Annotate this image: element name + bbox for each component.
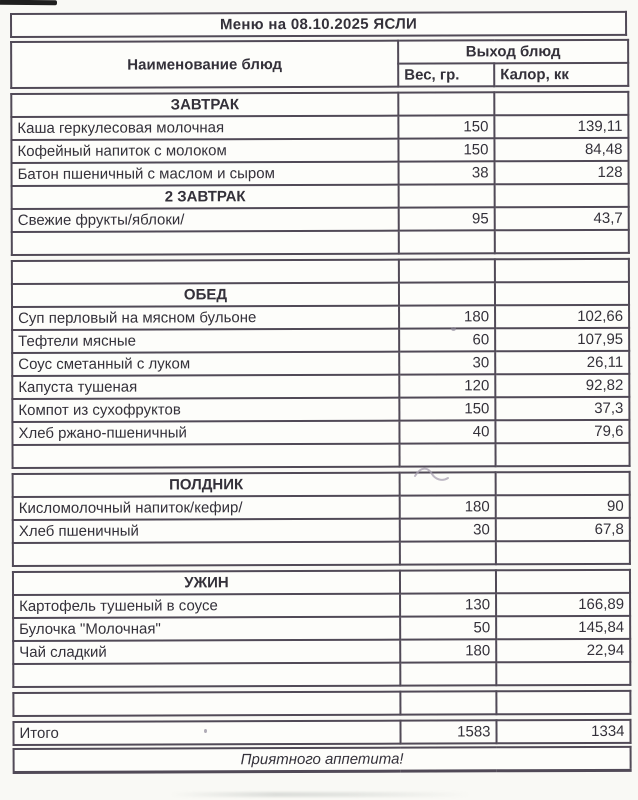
title-block xyxy=(10,11,627,38)
weight-cell xyxy=(400,472,496,495)
column-header-calories: Калор, кк xyxy=(494,63,628,86)
dish-weight: 30 xyxy=(400,518,496,541)
dish-name: Булочка "Молочная" xyxy=(13,617,400,641)
calories-cell xyxy=(494,92,628,115)
dish-weight: 38 xyxy=(399,161,495,184)
empty-row xyxy=(12,259,629,284)
section-title: ПОЛДНИК xyxy=(13,473,400,497)
section-title: ОБЕД xyxy=(12,283,399,307)
scan-artifact-corner-streak xyxy=(0,0,57,5)
menu-item-row xyxy=(13,518,630,543)
empty-row xyxy=(12,230,629,255)
menu-item-row xyxy=(12,420,629,445)
menu-block xyxy=(12,719,631,746)
empty-cell xyxy=(495,230,629,253)
dish-name: Суп перловый на мясном бульоне xyxy=(12,306,399,330)
dish-calories: 90 xyxy=(496,495,630,518)
dish-calories: 26,11 xyxy=(495,351,629,374)
empty-cell xyxy=(400,443,496,466)
empty-cell xyxy=(13,444,400,468)
empty-cell xyxy=(12,231,399,255)
empty-row xyxy=(13,691,630,716)
dish-weight: 150 xyxy=(398,115,494,138)
dish-weight: 180 xyxy=(400,639,496,662)
dish-weight: 50 xyxy=(400,616,496,639)
empty-cell xyxy=(496,662,630,685)
dish-weight: 180 xyxy=(400,495,496,518)
total-row xyxy=(13,720,630,745)
dish-name: Батон пшеничный с маслом и сыром xyxy=(12,162,399,186)
dish-calories: 107,95 xyxy=(495,328,629,351)
menu-block xyxy=(12,471,631,567)
menu-item-row xyxy=(12,161,629,186)
calories-cell xyxy=(496,472,630,495)
empty-cell xyxy=(400,662,496,685)
section-title: ЗАВТРАК xyxy=(11,93,398,117)
empty-cell xyxy=(12,260,399,284)
dish-name: Свежие фрукты/яблоки/ xyxy=(12,208,399,232)
empty-cell xyxy=(496,541,630,564)
menu-item-row xyxy=(11,138,628,163)
column-header-output: Выход блюд xyxy=(398,40,628,64)
menu-item-row xyxy=(12,305,629,330)
dish-name: Кисломолочный напиток/кефир/ xyxy=(13,496,400,520)
weight-cell xyxy=(398,92,494,115)
empty-row xyxy=(13,541,630,566)
dish-weight: 130 xyxy=(400,593,496,616)
weight-cell xyxy=(400,570,496,593)
empty-cell xyxy=(13,663,400,687)
total-weight: 1583 xyxy=(400,720,496,743)
dish-calories: 84,48 xyxy=(494,138,628,161)
dish-calories: 79,6 xyxy=(495,420,629,443)
menu-block xyxy=(12,569,631,688)
dish-name: Тефтели мясные xyxy=(12,329,399,353)
scan-artifact-smudge xyxy=(170,792,470,797)
calories-cell xyxy=(495,184,629,207)
menu-document xyxy=(10,11,630,774)
menu-item-row xyxy=(12,328,629,353)
footer-text: Приятного аппетита! xyxy=(14,747,631,773)
menu-block xyxy=(11,258,631,469)
dish-name: Кофейный напиток с молоком xyxy=(11,139,398,163)
menu-body xyxy=(10,91,629,774)
empty-row xyxy=(13,443,630,468)
calories-cell xyxy=(496,570,630,593)
dish-calories: 145,84 xyxy=(496,616,630,639)
dish-calories: 22,94 xyxy=(496,639,630,662)
section-header-row xyxy=(13,570,630,595)
dish-calories: 166,89 xyxy=(496,593,630,616)
section-header-row xyxy=(11,92,628,117)
empty-cell xyxy=(400,541,496,564)
calories-cell xyxy=(495,282,629,305)
menu-block xyxy=(13,746,632,774)
empty-cell xyxy=(496,443,630,466)
section-title: УЖИН xyxy=(13,571,400,595)
empty-cell xyxy=(400,691,496,714)
dish-name: Чай сладкий xyxy=(13,640,400,664)
total-label: Итого xyxy=(13,721,400,745)
dish-name: Соус сметанный с луком xyxy=(12,352,399,376)
menu-item-row xyxy=(12,374,629,399)
menu-block xyxy=(12,690,631,717)
section-header-row xyxy=(12,282,629,307)
dish-weight: 95 xyxy=(399,207,495,230)
dish-weight: 60 xyxy=(399,328,495,351)
dish-weight: 120 xyxy=(399,374,495,397)
dish-name: Хлеб пшеничный xyxy=(13,519,400,543)
empty-row xyxy=(13,662,630,687)
dish-calories: 102,66 xyxy=(495,305,629,328)
dish-weight: 40 xyxy=(399,420,495,443)
empty-cell xyxy=(399,259,495,282)
column-header-weight: Вес, гр. xyxy=(398,63,494,86)
menu-item-row xyxy=(12,351,629,376)
menu-item-row xyxy=(12,207,629,232)
section-header-row xyxy=(12,184,629,209)
dish-calories: 139,11 xyxy=(494,115,628,138)
dish-name: Хлеб ржано-пшеничный xyxy=(12,421,399,445)
page-title: Меню на 08.10.2025 ЯСЛИ xyxy=(11,12,626,37)
dish-calories: 37,3 xyxy=(495,397,629,420)
dish-weight: 30 xyxy=(399,351,495,374)
menu-item-row xyxy=(13,616,630,641)
menu-item-row xyxy=(11,115,628,140)
menu-item-row xyxy=(12,397,629,422)
section-title: 2 ЗАВТРАК xyxy=(12,185,399,209)
menu-item-row xyxy=(13,639,630,664)
header-block xyxy=(10,39,629,89)
dish-name: Каша геркулесовая молочная xyxy=(11,116,398,140)
footer-row xyxy=(14,747,631,773)
dish-weight: 180 xyxy=(399,305,495,328)
empty-cell xyxy=(496,691,630,714)
section-header-row xyxy=(13,472,630,497)
empty-cell xyxy=(399,230,495,253)
column-header-dish-name: Наименование блюд xyxy=(11,41,398,88)
empty-cell xyxy=(13,692,400,716)
weight-cell xyxy=(399,184,495,207)
empty-cell xyxy=(495,259,629,282)
dish-calories: 43,7 xyxy=(495,207,629,230)
dish-weight: 150 xyxy=(399,397,495,420)
dish-weight: 150 xyxy=(398,138,494,161)
dish-calories: 67,8 xyxy=(496,518,630,541)
menu-block xyxy=(10,91,630,256)
dish-name: Капуста тушеная xyxy=(12,375,399,399)
dish-calories: 128 xyxy=(495,161,629,184)
total-calories: 1334 xyxy=(496,720,630,743)
dish-calories: 92,82 xyxy=(495,374,629,397)
menu-item-row xyxy=(13,495,630,520)
menu-item-row xyxy=(13,593,630,618)
empty-cell xyxy=(13,542,400,566)
weight-cell xyxy=(399,282,495,305)
dish-name: Картофель тушеный в соусе xyxy=(13,594,400,618)
dish-name: Компот из сухофруктов xyxy=(12,398,399,422)
